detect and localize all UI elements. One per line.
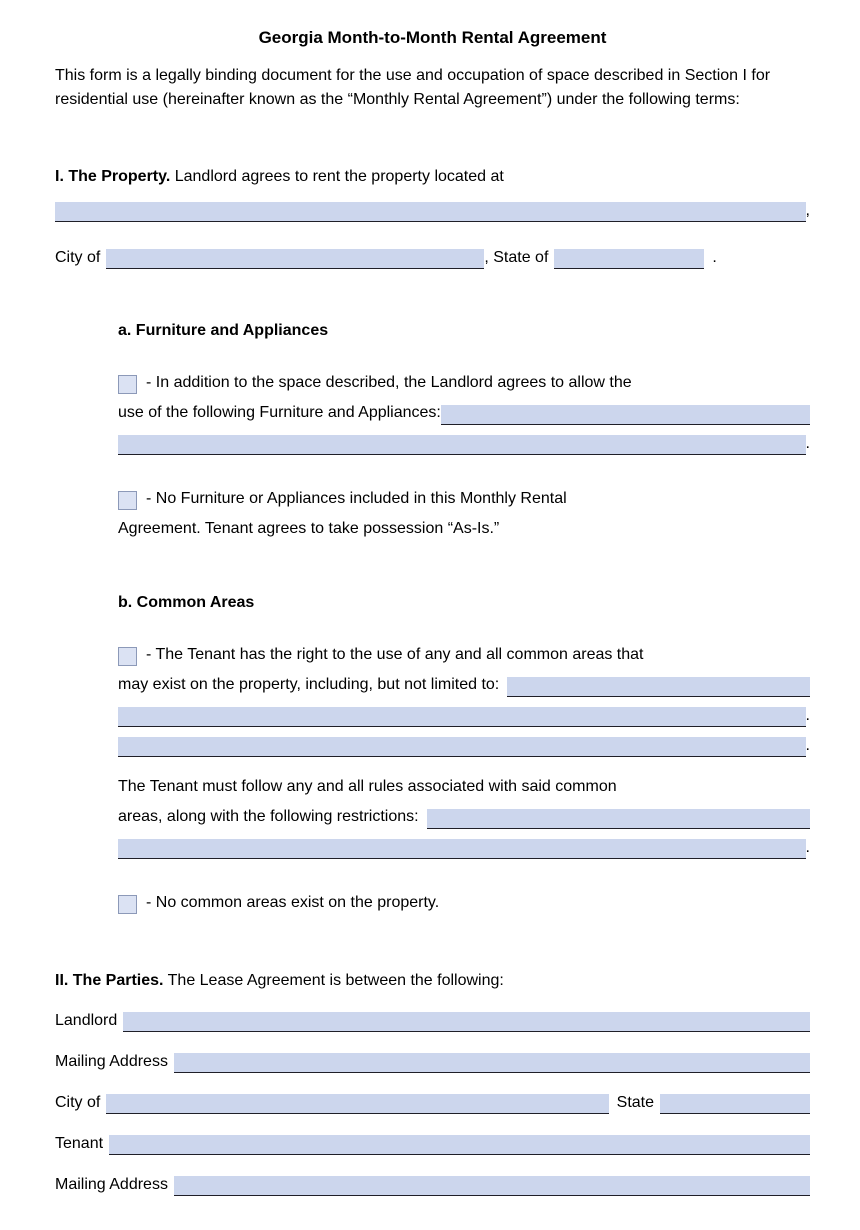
- common-use-line2: [118, 670, 810, 700]
- common-rules-text1: The Tenant must follow any and all rules associated with said common: [118, 778, 617, 795]
- page-title: Georgia Month-to-Month Rental Agreement: [258, 28, 607, 47]
- furniture-none-option: [118, 484, 810, 544]
- common-none-option: [118, 888, 810, 918]
- common-areas-use-option: [118, 640, 810, 760]
- furniture-included-text1: - In addition to the space described, the Landlord agrees to allow the: [146, 374, 632, 391]
- common-areas-heading: b. Common Areas: [118, 594, 255, 611]
- common-areas-checkbox[interactable]: [118, 647, 137, 666]
- furniture-none-line2: [118, 514, 810, 544]
- furniture-heading: a. Furniture and Appliances: [118, 322, 329, 339]
- common-areas-field-1[interactable]: [507, 677, 810, 697]
- common-use-line1: [118, 640, 810, 670]
- intro-section: [55, 64, 810, 112]
- common-areas-period-1: .: [805, 707, 810, 724]
- state-label: State: [616, 1094, 654, 1111]
- furniture-included-option: [118, 368, 810, 458]
- city-of-label: City of: [55, 249, 101, 266]
- no-furniture-checkbox[interactable]: [118, 491, 137, 510]
- section-2-heading: [55, 968, 810, 994]
- city-of-label-2: City of: [55, 1094, 101, 1111]
- property-state-period: .: [712, 249, 717, 266]
- common-areas-field-2[interactable]: [118, 707, 806, 727]
- section-1-subsections: [118, 318, 810, 918]
- landlord-city-field[interactable]: [106, 1094, 608, 1114]
- common-areas-field-3[interactable]: [118, 737, 806, 757]
- restrictions-period: .: [805, 839, 810, 856]
- landlord-mailing-field[interactable]: [174, 1053, 810, 1073]
- furniture-list-field-1[interactable]: [441, 405, 810, 425]
- common-rules-line3: [118, 832, 810, 862]
- section-1-heading-bold: I. The Property.: [55, 168, 171, 185]
- landlord-mailing-row: [55, 1042, 810, 1076]
- common-none-text: - No common areas exist on the property.: [146, 894, 440, 911]
- no-common-areas-checkbox[interactable]: [118, 895, 137, 914]
- common-use-line4: [118, 730, 810, 760]
- mailing-address-label-2: Mailing Address: [55, 1176, 168, 1193]
- furniture-none-line1: [118, 484, 810, 514]
- section-2-heading-text: The Lease Agreement is between the following:: [163, 972, 504, 989]
- property-city-state-row: [55, 243, 810, 272]
- common-use-text1: - The Tenant has the right to the use of any and all common areas that: [146, 646, 644, 663]
- tenant-row: [55, 1124, 810, 1158]
- furniture-included-line3: [118, 428, 810, 458]
- furniture-none-text2: Agreement. Tenant agrees to take possession “As-Is.”: [118, 520, 500, 537]
- common-use-text2: may exist on the property, including, but not limited to:: [118, 676, 500, 693]
- tenant-mailing-field[interactable]: [174, 1176, 810, 1196]
- property-address-comma: ,: [805, 202, 810, 219]
- common-use-line3: [118, 700, 810, 730]
- common-rules-text2: areas, along with the following restrictions:: [118, 808, 419, 825]
- tenant-mailing-row: [55, 1165, 810, 1199]
- common-rules-line2: [118, 802, 810, 832]
- furniture-included-line2: [118, 398, 810, 428]
- property-state-field[interactable]: [554, 249, 704, 269]
- intro-paragraph: This form is a legally binding document for the use and occupation of space described in Section I for residential use (hereinafter known as the “Monthly Rental Agreement”) under the following terms:: [55, 67, 771, 108]
- section-1-heading-text: Landlord agrees to rent the property located at: [170, 168, 504, 185]
- section-2-heading-bold: II. The Parties.: [55, 972, 164, 989]
- common-rules-paragraph: [118, 772, 810, 862]
- tenant-name-field[interactable]: [109, 1135, 810, 1155]
- state-of-label: , State of: [484, 249, 549, 266]
- tenant-label: Tenant: [55, 1135, 104, 1152]
- furniture-included-checkbox[interactable]: [118, 375, 137, 394]
- furniture-list-period: .: [805, 435, 810, 452]
- furniture-list-field-2[interactable]: [118, 435, 806, 455]
- furniture-included-text2: use of the following Furniture and Appliances:: [118, 404, 441, 421]
- landlord-city-state-row: [55, 1083, 810, 1117]
- restrictions-field-1[interactable]: [427, 809, 810, 829]
- parties-section: [55, 1001, 810, 1199]
- common-none-line1: [118, 888, 810, 918]
- property-city-field[interactable]: [106, 249, 484, 269]
- landlord-row: [55, 1001, 810, 1035]
- furniture-included-line1: [118, 368, 810, 398]
- landlord-label: Landlord: [55, 1012, 118, 1029]
- restrictions-field-2[interactable]: [118, 839, 806, 859]
- landlord-state-field[interactable]: [660, 1094, 810, 1114]
- property-address-field[interactable]: [55, 202, 806, 222]
- common-rules-line1: [118, 772, 810, 802]
- mailing-address-label: Mailing Address: [55, 1053, 168, 1070]
- furniture-none-text1: - No Furniture or Appliances included in this Monthly Rental: [146, 490, 567, 507]
- property-address-row: [55, 196, 810, 225]
- section-1-heading: [55, 164, 810, 190]
- common-areas-period-2: .: [805, 737, 810, 754]
- landlord-name-field[interactable]: [123, 1012, 810, 1032]
